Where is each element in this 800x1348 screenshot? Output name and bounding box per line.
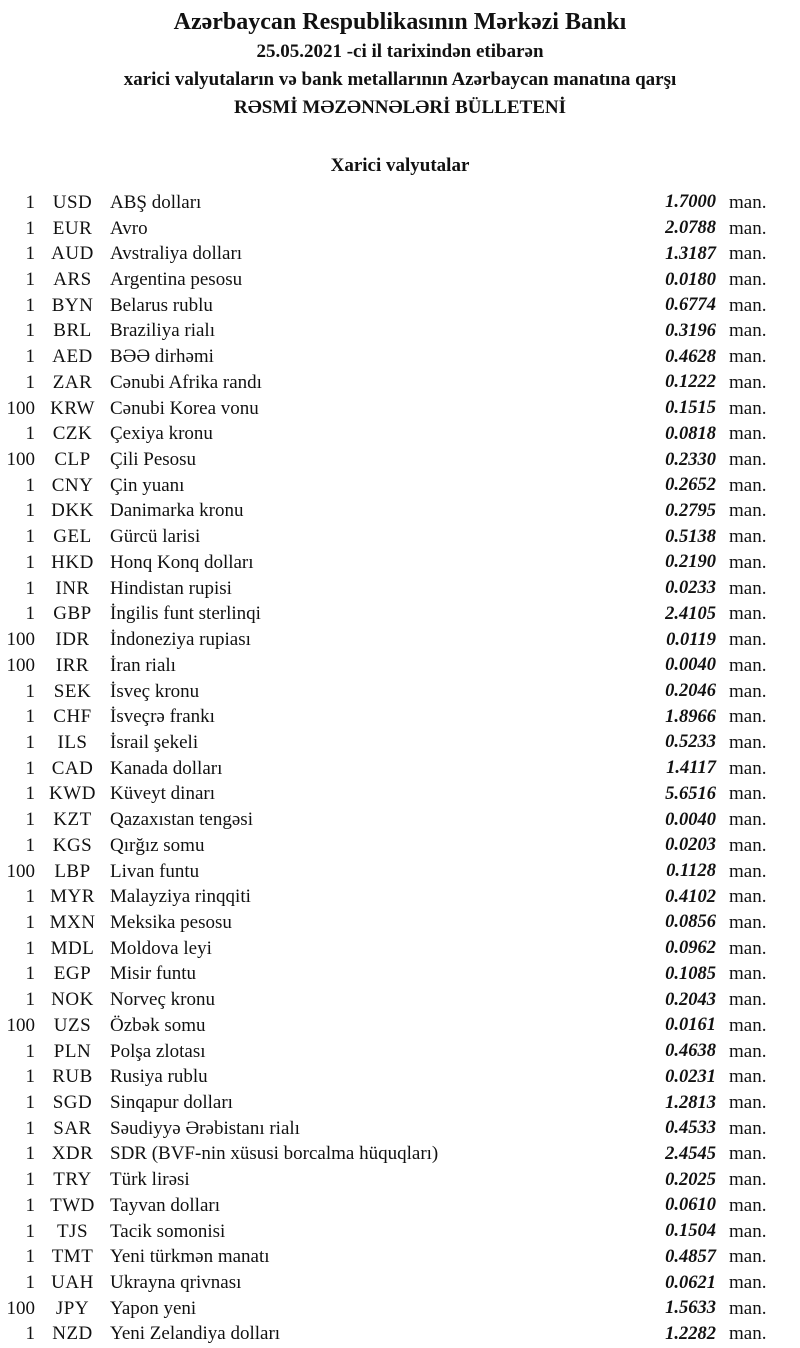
currency-name: Çili Pesosu	[110, 449, 197, 471]
unit-label: man.	[729, 937, 767, 959]
currency-code: XDR	[51, 1143, 94, 1165]
currency-name: Qırğız somu	[110, 834, 205, 856]
currency-code: MDL	[50, 937, 95, 959]
currency-name: Moldova leyi	[110, 937, 212, 959]
rate-value: 0.2795	[665, 500, 716, 521]
currency-code: INR	[55, 577, 90, 599]
currency-row	[0, 1193, 800, 1219]
rate-value: 0.0856	[665, 912, 716, 933]
rate-value: 0.2652	[665, 475, 716, 496]
currency-row	[0, 421, 800, 447]
rate-value: 1.3187	[665, 243, 716, 264]
currency-row	[0, 1064, 800, 1090]
currency-quantity: 1	[25, 757, 35, 779]
currency-name: Belarus rublu	[110, 294, 213, 316]
rate-value: 1.2813	[665, 1092, 716, 1113]
currency-quantity: 100	[6, 629, 35, 651]
unit-label: man.	[729, 1040, 767, 1062]
rate-value: 0.4857	[665, 1246, 716, 1267]
currency-code: GEL	[53, 526, 92, 548]
unit-label: man.	[729, 706, 767, 728]
unit-label: man.	[729, 1117, 767, 1139]
unit-label: man.	[729, 1323, 767, 1345]
currency-code: CHF	[53, 706, 92, 728]
unit-label: man.	[729, 551, 767, 573]
rate-value: 0.2330	[665, 449, 716, 470]
currency-code: BRL	[53, 320, 92, 342]
currency-name: İsrail şekeli	[110, 731, 199, 753]
unit-label: man.	[729, 1092, 767, 1114]
currency-name: Polşa zlotası	[110, 1040, 206, 1062]
currency-name: Danimarka kronu	[110, 500, 244, 522]
unit-label: man.	[729, 423, 767, 445]
currency-row	[0, 1039, 800, 1065]
currency-quantity: 1	[25, 577, 35, 599]
currency-quantity: 1	[25, 551, 35, 573]
bank-title: Azərbaycan Respublikasının Mərkəzi Bankı	[173, 9, 627, 35]
currency-quantity: 1	[25, 1169, 35, 1191]
unit-label: man.	[729, 577, 767, 599]
currency-row	[0, 267, 800, 293]
unit-label: man.	[729, 294, 767, 316]
currency-quantity: 1	[25, 500, 35, 522]
rate-value: 0.4628	[665, 346, 716, 367]
currency-name: Meksika pesosu	[110, 911, 232, 933]
unit-label: man.	[729, 191, 767, 213]
currency-row	[0, 679, 800, 705]
rate-value: 1.5633	[665, 1298, 716, 1319]
rate-value: 1.2282	[665, 1323, 716, 1344]
currency-name: Tayvan dolları	[110, 1194, 220, 1216]
currency-name: Avstraliya dolları	[110, 243, 243, 265]
rate-value: 0.0180	[665, 269, 716, 290]
currency-row	[0, 859, 800, 885]
unit-label: man.	[729, 500, 767, 522]
currency-quantity: 1	[25, 1092, 35, 1114]
currency-name: Ukrayna qrivnası	[110, 1272, 242, 1294]
currency-code: UAH	[51, 1272, 94, 1294]
unit-label: man.	[729, 886, 767, 908]
currency-row	[0, 704, 800, 730]
unit-label: man.	[729, 860, 767, 882]
currency-row	[0, 524, 800, 550]
currency-row	[0, 962, 800, 988]
unit-label: man.	[729, 629, 767, 651]
currency-name: Özbək somu	[110, 1014, 206, 1036]
currency-row	[0, 396, 800, 422]
currency-name: İran rialı	[110, 654, 176, 676]
unit-label: man.	[729, 731, 767, 753]
rate-value: 0.4638	[665, 1041, 716, 1062]
currency-name: Çin yuanı	[110, 474, 185, 496]
unit-label: man.	[729, 834, 767, 856]
bulletin-header	[0, 6, 800, 122]
currency-quantity: 1	[25, 217, 35, 239]
currency-name: Braziliya rialı	[110, 320, 215, 342]
currency-code: DKK	[51, 500, 94, 522]
rate-value: 0.0161	[665, 1015, 716, 1036]
currency-name: ABŞ dolları	[110, 191, 202, 213]
currency-name: Argentina pesosu	[110, 269, 243, 291]
currency-row	[0, 1296, 800, 1322]
unit-label: man.	[729, 1014, 767, 1036]
rate-value: 0.3196	[665, 320, 716, 341]
currency-code: MYR	[50, 886, 95, 908]
effective-date-line: 25.05.2021 -ci il tarixindən etibarən	[256, 41, 544, 62]
currency-code: SGD	[52, 1092, 93, 1114]
currency-quantity: 1	[25, 937, 35, 959]
currency-code: BYN	[51, 294, 94, 316]
currency-quantity: 1	[25, 294, 35, 316]
currency-row	[0, 807, 800, 833]
currency-quantity: 1	[25, 423, 35, 445]
currency-quantity: 1	[25, 1194, 35, 1216]
currency-quantity: 100	[6, 397, 35, 419]
currency-code: TRY	[53, 1169, 92, 1191]
unit-label: man.	[729, 963, 767, 985]
unit-label: man.	[729, 346, 767, 368]
currency-name: İngilis funt sterlinqi	[110, 603, 261, 625]
currency-quantity: 1	[25, 346, 35, 368]
unit-label: man.	[729, 1272, 767, 1294]
currency-code: PLN	[53, 1040, 92, 1062]
unit-label: man.	[729, 320, 767, 342]
currency-code: USD	[52, 191, 93, 213]
currency-row	[0, 602, 800, 628]
currency-name: Hindistan rupisi	[110, 577, 232, 599]
rate-value: 0.5233	[665, 732, 716, 753]
rate-value: 5.6516	[665, 783, 716, 804]
currency-quantity: 1	[25, 1246, 35, 1268]
currency-code: KGS	[52, 834, 93, 856]
currency-code: CNY	[51, 474, 94, 496]
rate-value: 2.4545	[665, 1143, 716, 1164]
currency-name: Livan funtu	[110, 860, 200, 882]
currency-name: Türk lirəsi	[110, 1169, 190, 1191]
currency-quantity: 1	[25, 706, 35, 728]
currency-name: İsveçrə frankı	[110, 706, 215, 728]
unit-label: man.	[729, 654, 767, 676]
currency-name: Cənubi Korea vonu	[110, 397, 259, 419]
unit-label: man.	[729, 680, 767, 702]
currency-name: Çexiya kronu	[110, 423, 213, 445]
unit-label: man.	[729, 1297, 767, 1319]
rate-value: 2.0788	[665, 218, 716, 239]
currency-quantity: 1	[25, 1220, 35, 1242]
currency-row	[0, 1219, 800, 1245]
rate-value: 0.0040	[665, 655, 716, 676]
unit-label: man.	[729, 269, 767, 291]
rate-value: 0.1504	[665, 1221, 716, 1242]
rate-value: 0.0610	[665, 1195, 716, 1216]
currency-quantity: 1	[25, 1143, 35, 1165]
currency-code: KWD	[49, 783, 96, 805]
rate-value: 0.0621	[665, 1272, 716, 1293]
currency-row	[0, 293, 800, 319]
currency-row	[0, 653, 800, 679]
currency-code: SEK	[53, 680, 92, 702]
currency-name: SDR (BVF-nin xüsusi borcalma hüquqları)	[110, 1143, 439, 1165]
unit-label: man.	[729, 243, 767, 265]
currency-code: HKD	[51, 551, 94, 573]
unit-label: man.	[729, 474, 767, 496]
currency-row	[0, 447, 800, 473]
rate-value: 0.5138	[665, 526, 716, 547]
currency-name: BƏƏ dirhəmi	[110, 346, 214, 368]
rate-value: 0.2043	[665, 989, 716, 1010]
section-title-foreign-currencies: Xarici valyutalar	[330, 155, 470, 176]
currency-quantity: 1	[25, 911, 35, 933]
currency-row	[0, 936, 800, 962]
rate-value: 1.7000	[665, 192, 716, 213]
currency-quantity: 1	[25, 1066, 35, 1088]
unit-label: man.	[729, 371, 767, 393]
currency-code: ILS	[57, 731, 88, 753]
unit-label: man.	[729, 757, 767, 779]
currency-quantity: 1	[25, 320, 35, 342]
rate-value: 0.1222	[665, 372, 716, 393]
currency-name: Yeni Zelandiya dolları	[110, 1323, 281, 1345]
currency-row	[0, 241, 800, 267]
currency-quantity: 1	[25, 1040, 35, 1062]
currency-name: Küveyt dinarı	[110, 783, 216, 805]
currency-row	[0, 1142, 800, 1168]
currency-quantity: 1	[25, 243, 35, 265]
currency-row	[0, 473, 800, 499]
currency-code: EUR	[52, 217, 93, 239]
currency-name: Avro	[110, 217, 148, 239]
unit-label: man.	[729, 603, 767, 625]
currency-row	[0, 910, 800, 936]
currency-code: TWD	[50, 1194, 95, 1216]
currency-row	[0, 1167, 800, 1193]
currency-name: Misir funtu	[110, 963, 197, 985]
currency-quantity: 1	[25, 603, 35, 625]
currency-code: CAD	[51, 757, 94, 779]
currency-code: IDR	[55, 629, 90, 651]
currency-code: IRR	[55, 654, 90, 676]
currency-code: ZAR	[52, 371, 93, 393]
currency-code: NZD	[52, 1323, 93, 1345]
currency-code: CLP	[54, 449, 91, 471]
currency-row	[0, 1270, 800, 1296]
currency-code: NOK	[51, 989, 94, 1011]
currency-quantity: 1	[25, 783, 35, 805]
currency-code: TMT	[51, 1246, 94, 1268]
unit-label: man.	[729, 397, 767, 419]
rate-value: 2.4105	[665, 603, 716, 624]
currency-code: KRW	[50, 397, 95, 419]
rate-value: 0.4102	[665, 886, 716, 907]
currency-row	[0, 730, 800, 756]
currency-row	[0, 1244, 800, 1270]
currency-name: Tacik somonisi	[110, 1220, 226, 1242]
rate-value: 0.1128	[666, 861, 716, 882]
currency-row	[0, 319, 800, 345]
unit-label: man.	[729, 1143, 767, 1165]
unit-label: man.	[729, 1194, 767, 1216]
currency-row	[0, 987, 800, 1013]
currency-quantity: 1	[25, 989, 35, 1011]
rate-value: 0.0203	[665, 835, 716, 856]
currency-row	[0, 884, 800, 910]
currency-row	[0, 627, 800, 653]
rate-value: 0.1085	[665, 963, 716, 984]
currency-quantity: 1	[25, 809, 35, 831]
rate-value: 0.4533	[665, 1118, 716, 1139]
currency-code: ARS	[53, 269, 92, 291]
exchange-rates-table	[0, 190, 800, 1347]
rate-value: 0.2025	[665, 1169, 716, 1190]
currency-row	[0, 756, 800, 782]
rate-value: 1.8966	[665, 706, 716, 727]
unit-label: man.	[729, 449, 767, 471]
currency-row	[0, 1013, 800, 1039]
currency-code: RUB	[52, 1066, 93, 1088]
currency-code: GBP	[53, 603, 92, 625]
currency-quantity: 100	[6, 449, 35, 471]
rate-value: 0.2046	[665, 681, 716, 702]
currency-name: Qazaxıstan tengəsi	[110, 809, 253, 831]
unit-label: man.	[729, 911, 767, 933]
rate-value: 0.0040	[665, 809, 716, 830]
unit-label: man.	[729, 1246, 767, 1268]
currency-quantity: 1	[25, 526, 35, 548]
currency-name: Yeni türkmən manatı	[110, 1246, 270, 1268]
currency-quantity: 1	[25, 1272, 35, 1294]
currency-name: Gürcü larisi	[110, 526, 201, 548]
currency-code: UZS	[53, 1014, 92, 1036]
currency-code: LBP	[54, 860, 91, 882]
rate-value: 0.0962	[665, 938, 716, 959]
unit-label: man.	[729, 783, 767, 805]
currency-row	[0, 576, 800, 602]
rate-value: 0.0233	[665, 578, 716, 599]
currency-row	[0, 1116, 800, 1142]
currency-quantity: 100	[6, 860, 35, 882]
currency-row	[0, 782, 800, 808]
unit-label: man.	[729, 1169, 767, 1191]
currency-quantity: 100	[6, 1297, 35, 1319]
currency-code: SAR	[53, 1117, 92, 1139]
currency-name: Səudiyyə Ərəbistanı rialı	[110, 1117, 300, 1139]
currency-quantity: 100	[6, 654, 35, 676]
currency-quantity: 100	[6, 1014, 35, 1036]
currency-name: Honq Konq dolları	[110, 551, 254, 573]
currency-name: Cənubi Afrika randı	[110, 371, 262, 393]
currency-code: AUD	[51, 243, 94, 265]
currency-row	[0, 370, 800, 396]
currency-code: KZT	[53, 809, 92, 831]
currency-row	[0, 190, 800, 216]
currency-quantity: 1	[25, 680, 35, 702]
currency-code: CZK	[52, 423, 93, 445]
currency-row	[0, 216, 800, 242]
currency-quantity: 1	[25, 834, 35, 856]
rate-value: 0.0231	[665, 1066, 716, 1087]
currency-code: TJS	[56, 1220, 89, 1242]
currency-quantity: 1	[25, 886, 35, 908]
currency-quantity: 1	[25, 963, 35, 985]
unit-label: man.	[729, 1220, 767, 1242]
currency-code: JPY	[55, 1297, 90, 1319]
currency-code: EGP	[53, 963, 92, 985]
subtitle-line: xarici valyutaların və bank metallarının Azərbaycan manatına qarşı	[123, 69, 677, 90]
currency-quantity: 1	[25, 269, 35, 291]
rate-value: 1.4117	[666, 758, 716, 779]
currency-quantity: 1	[25, 1117, 35, 1139]
rate-value: 0.1515	[665, 398, 716, 419]
currency-code: MXN	[49, 911, 96, 933]
currency-code: AED	[52, 346, 93, 368]
currency-name: Malayziya rinqqiti	[110, 886, 251, 908]
currency-quantity: 1	[25, 731, 35, 753]
currency-row	[0, 1090, 800, 1116]
currency-row	[0, 833, 800, 859]
rate-value: 0.6774	[665, 295, 716, 316]
currency-row	[0, 344, 800, 370]
currency-name: Yapon yeni	[110, 1297, 197, 1319]
currency-name: İndoneziya rupiası	[110, 629, 251, 651]
unit-label: man.	[729, 1066, 767, 1088]
currency-quantity: 1	[25, 474, 35, 496]
unit-label: man.	[729, 217, 767, 239]
rate-value: 0.2190	[665, 552, 716, 573]
unit-label: man.	[729, 989, 767, 1011]
currency-row	[0, 550, 800, 576]
currency-name: Sinqapur dolları	[110, 1092, 233, 1114]
currency-quantity: 1	[25, 371, 35, 393]
unit-label: man.	[729, 526, 767, 548]
rate-value: 0.0119	[666, 629, 716, 650]
currency-name: İsveç kronu	[110, 680, 200, 702]
unit-label: man.	[729, 809, 767, 831]
currency-row	[0, 1322, 800, 1348]
bulletin-title: RƏSMİ MƏZƏNNƏLƏRİ BÜLLETENİ	[233, 97, 566, 118]
currency-name: Rusiya rublu	[110, 1066, 208, 1088]
currency-quantity: 1	[25, 1323, 35, 1345]
currency-name: Kanada dolları	[110, 757, 223, 779]
currency-quantity: 1	[25, 191, 35, 213]
rate-value: 0.0818	[665, 423, 716, 444]
currency-name: Norveç kronu	[110, 989, 215, 1011]
currency-row	[0, 499, 800, 525]
